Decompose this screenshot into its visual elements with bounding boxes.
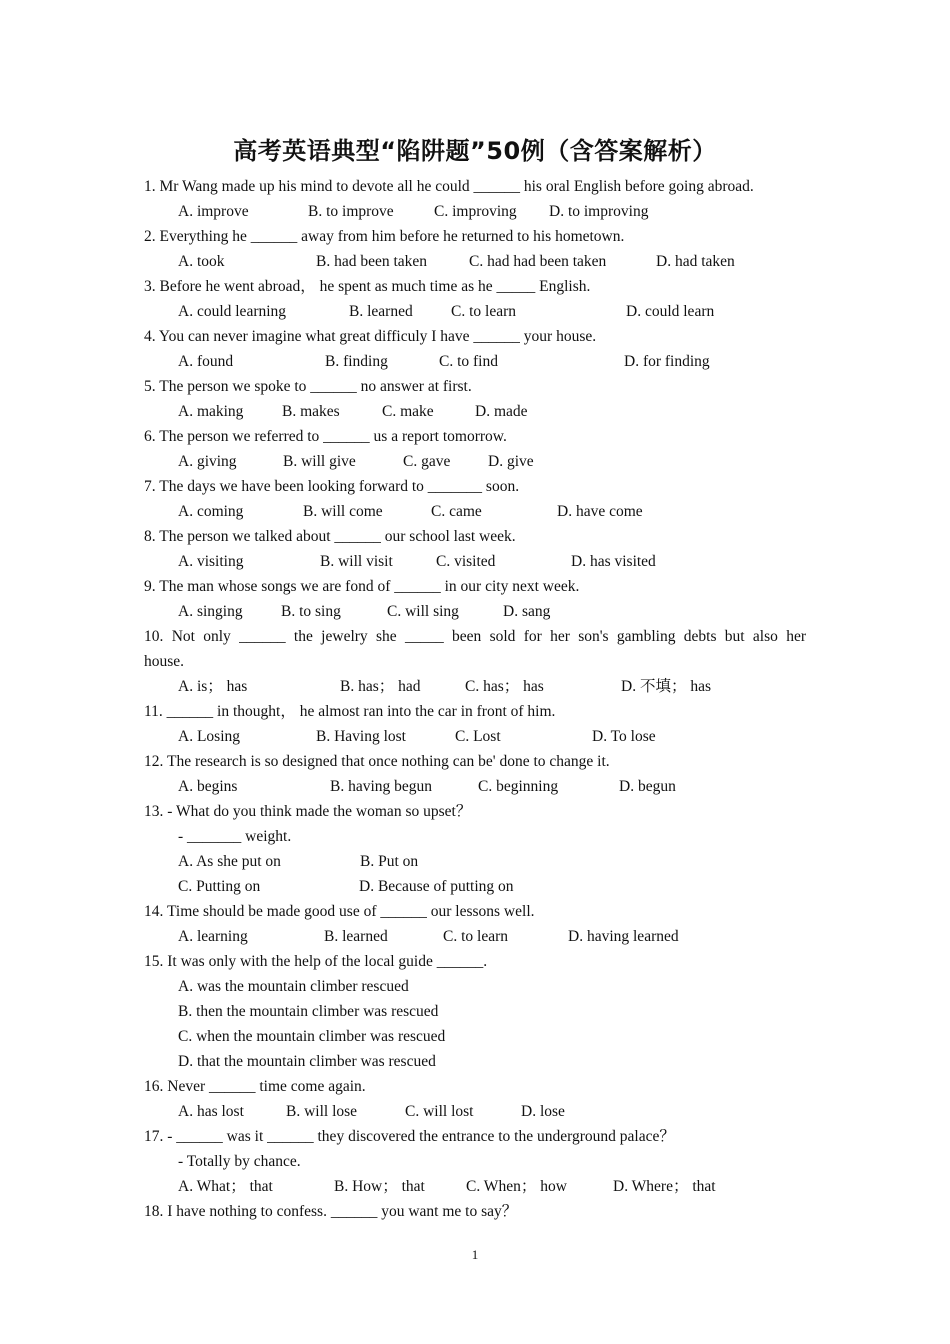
option-c: C. to learn xyxy=(451,303,516,320)
question-13-reply: - _______ weight. xyxy=(178,828,292,845)
option-a: A. could learning xyxy=(178,303,287,320)
option-b: B. to sing xyxy=(281,603,341,620)
question-2-stem: 2. Everything he ______ away from him before he returned to his hometown. xyxy=(144,228,625,245)
option-c: C. came xyxy=(431,503,482,520)
page-number: 1 xyxy=(471,1247,479,1262)
question-17-stem: 17. - ______ was it ______ they discovered the entrance to the underground palace？ xyxy=(144,1128,675,1145)
option-b: B. will lose xyxy=(286,1103,358,1120)
question-9-options xyxy=(144,599,806,624)
option-a: A. found xyxy=(178,353,234,370)
option-c: C. will lost xyxy=(405,1103,474,1120)
option-c: C. When； how xyxy=(466,1178,567,1195)
option-d: D. begun xyxy=(619,778,676,795)
option-d: D. that the mountain climber was rescued xyxy=(178,1053,436,1070)
question-9-stem: 9. The man whose songs we are fond of ______ in our city next week. xyxy=(144,578,580,595)
option-a: A. has lost xyxy=(178,1103,244,1120)
option-b: B. has； had xyxy=(340,678,421,695)
question-1-stem: 1. Mr Wang made up his mind to devote all he could ______ his oral English before going abroad. xyxy=(144,178,754,195)
question-10-options xyxy=(144,674,806,699)
option-b: B. learned xyxy=(349,303,413,320)
question-3-options xyxy=(144,299,806,324)
option-d: D. has visited xyxy=(571,553,656,570)
option-b: B. Put on xyxy=(360,853,419,870)
question-10-stem-continued: house. xyxy=(144,653,185,670)
option-c: C. beginning xyxy=(478,778,559,795)
question-1-options xyxy=(144,199,806,224)
option-c: C. visited xyxy=(436,553,496,570)
option-c: C. has； has xyxy=(465,678,544,695)
option-b: B. will visit xyxy=(320,553,393,570)
question-12-stem: 12. The research is so designed that once nothing can be' done to change it. xyxy=(144,753,610,770)
question-11-stem: 11. ______ in thought， he almost ran into the car in front of him. xyxy=(144,703,556,720)
option-a: A. is； has xyxy=(178,678,248,695)
option-d: D. give xyxy=(488,453,534,470)
option-b: B. Having lost xyxy=(316,728,406,745)
option-d: D. Because of putting on xyxy=(359,878,514,895)
option-a: A. learning xyxy=(178,928,248,945)
question-12-options xyxy=(144,774,806,799)
question-8-options xyxy=(144,549,806,574)
question-4-options xyxy=(144,349,806,374)
option-a: A. Losing xyxy=(178,728,240,745)
question-11-options xyxy=(144,724,806,749)
option-d: D. lose xyxy=(521,1103,565,1120)
option-b: B. having begun xyxy=(330,778,433,795)
option-d: D. could learn xyxy=(626,303,715,320)
question-6-options xyxy=(144,449,806,474)
question-15-stem: 15. It was only with the help of the local guide ______. xyxy=(144,953,488,970)
option-c: C. when the mountain climber was rescued xyxy=(178,1028,446,1045)
option-d: D. for finding xyxy=(624,353,710,370)
option-b: B. to improve xyxy=(308,203,394,220)
question-list xyxy=(144,174,806,1224)
question-7-stem: 7. The days we have been looking forward to _______ soon. xyxy=(144,478,520,495)
question-10-stem: 10. Not only ______ the jewelry she _____ been sold for her son's gambling debts but also her xyxy=(144,628,806,645)
option-d: D. have come xyxy=(557,503,643,520)
option-a: A. improve xyxy=(178,203,249,220)
option-c: C. had had been taken xyxy=(469,253,607,270)
question-18-stem: 18. I have nothing to confess. ______ you want me to say？ xyxy=(144,1203,518,1220)
option-d: D. having learned xyxy=(568,928,679,945)
question-14-options xyxy=(144,924,806,949)
question-5-options xyxy=(144,399,806,424)
option-b: B. had been taken xyxy=(316,253,428,270)
option-d: D. had taken xyxy=(656,253,735,270)
question-16-options xyxy=(144,1099,806,1124)
option-c: C. improving xyxy=(434,203,517,220)
question-8-stem: 8. The person we talked about ______ our school last week. xyxy=(144,528,516,545)
option-c: C. gave xyxy=(403,453,451,470)
option-c: C. to learn xyxy=(443,928,508,945)
option-c: C. will sing xyxy=(387,603,459,620)
option-d: D. to improving xyxy=(549,203,649,220)
option-d: D. made xyxy=(475,403,528,420)
page-title: 高考英语典型“陷阱题”50例（含答案解析） xyxy=(233,137,717,165)
option-b: B. How； that xyxy=(334,1178,425,1195)
option-c: C. Lost xyxy=(455,728,501,745)
question-5-stem: 5. The person we spoke to ______ no answer at first. xyxy=(144,378,472,395)
option-d: D. sang xyxy=(503,603,551,620)
option-c: C. Putting on xyxy=(178,878,261,895)
option-a: A. coming xyxy=(178,503,244,520)
question-7-options xyxy=(144,499,806,524)
option-b: B. finding xyxy=(325,353,388,370)
question-4-stem: 4. You can never imagine what great difficuly I have ______ your house. xyxy=(144,328,597,345)
option-a: A. visiting xyxy=(178,553,244,570)
option-d: D. To lose xyxy=(592,728,656,745)
option-b: B. then the mountain climber was rescued xyxy=(178,1003,439,1020)
option-d: D. 不填； has xyxy=(621,678,711,695)
question-13-options-ab xyxy=(144,849,806,874)
question-13-options-cd xyxy=(144,874,806,899)
option-a: A. took xyxy=(178,253,225,270)
question-3-stem: 3. Before he went abroad， he spent as much time as he _____ English. xyxy=(144,278,591,295)
option-a: A. making xyxy=(178,403,244,420)
option-a: A. What； that xyxy=(178,1178,273,1195)
option-c: C. make xyxy=(382,403,434,420)
option-a: A. giving xyxy=(178,453,237,470)
option-a: A. begins xyxy=(178,778,238,795)
option-a: A. As she put on xyxy=(178,853,281,870)
option-b: B. makes xyxy=(282,403,340,420)
question-17-options xyxy=(144,1174,806,1199)
question-16-stem: 16. Never ______ time come again. xyxy=(144,1078,366,1095)
option-b: B. will come xyxy=(303,503,383,520)
question-2-options xyxy=(144,249,806,274)
option-a: A. was the mountain climber rescued xyxy=(178,978,409,995)
question-6-stem: 6. The person we referred to ______ us a report tomorrow. xyxy=(144,428,507,445)
question-13-stem: 13. - What do you think made the woman so upset？ xyxy=(144,803,472,820)
option-b: B. will give xyxy=(283,453,356,470)
question-14-stem: 14. Time should be made good use of ______ our lessons well. xyxy=(144,903,535,920)
option-c: C. to find xyxy=(439,353,498,370)
option-d: D. Where； that xyxy=(613,1178,716,1195)
option-a: A. singing xyxy=(178,603,243,620)
question-17-reply: - Totally by chance. xyxy=(178,1153,301,1170)
option-b: B. learned xyxy=(324,928,388,945)
